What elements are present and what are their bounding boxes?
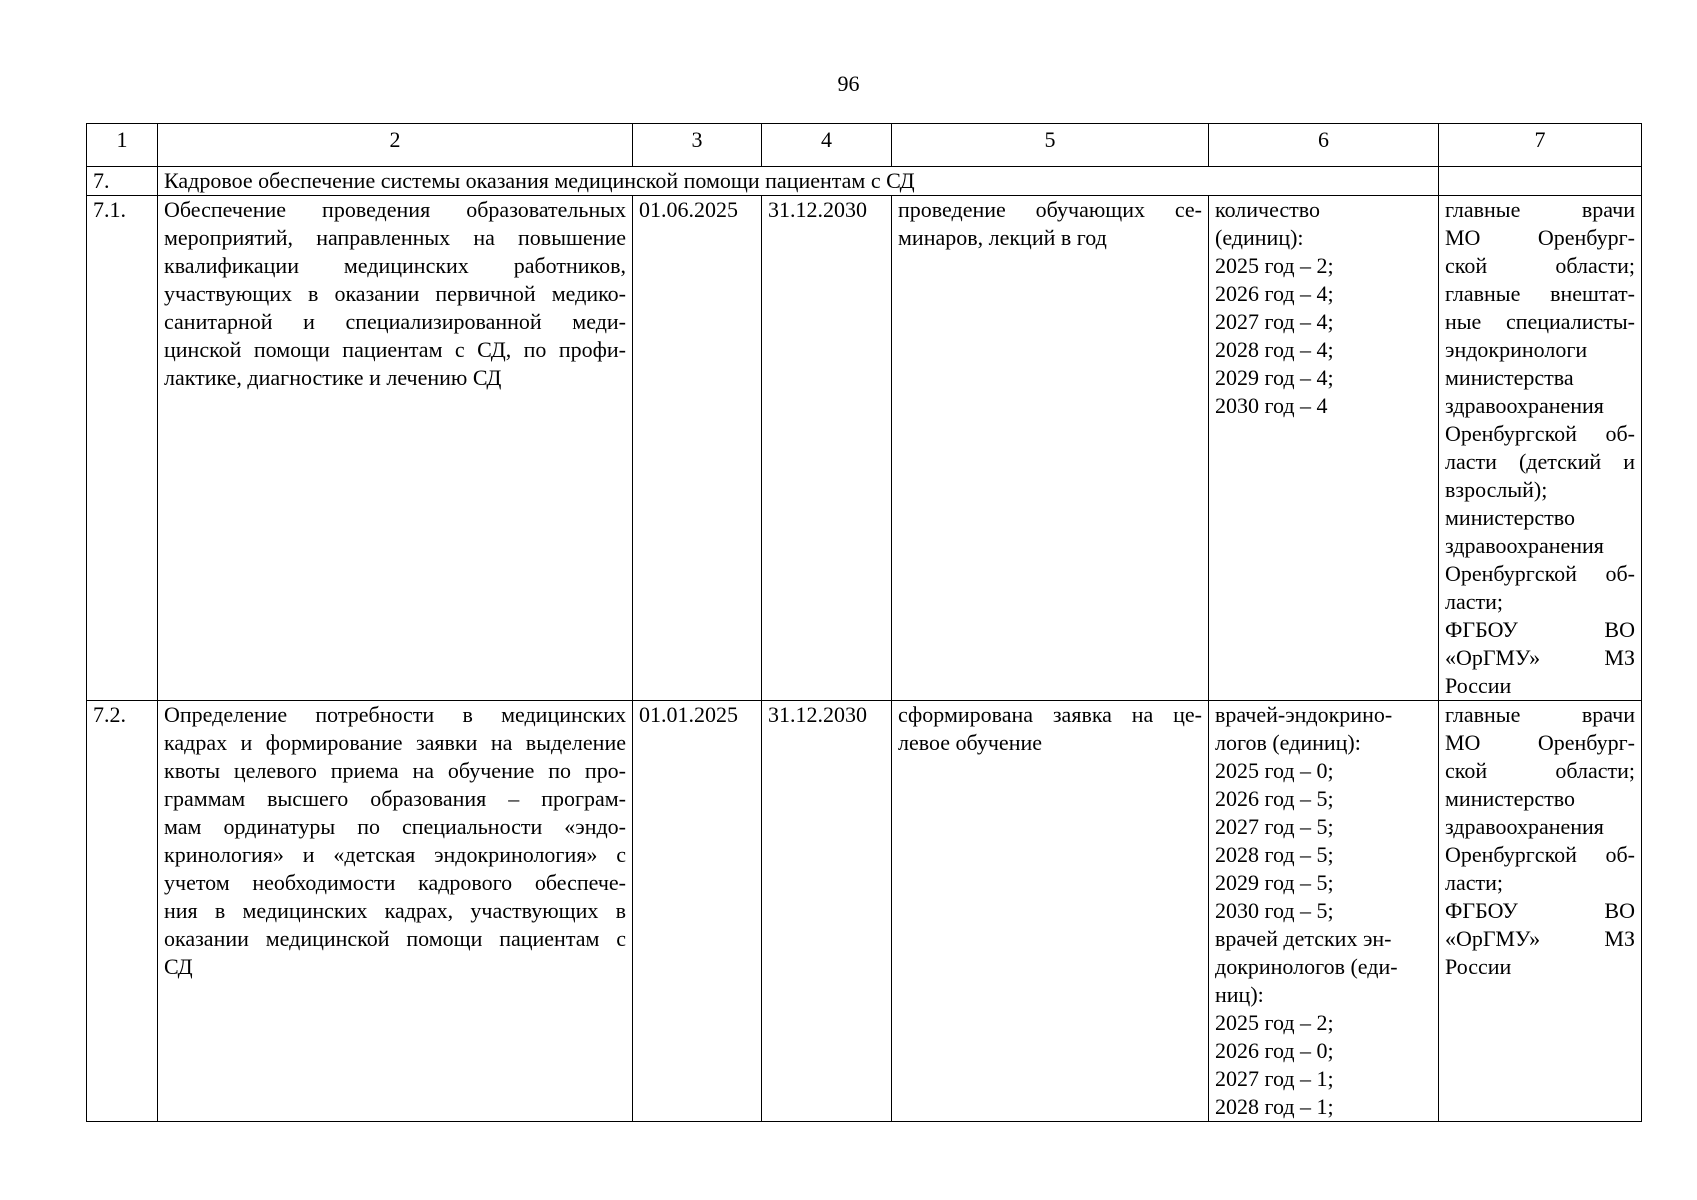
page-number: 96 xyxy=(837,71,860,96)
text-line: главные врачи xyxy=(1445,197,1635,222)
text-line: 2027 год – 4; xyxy=(1215,309,1334,334)
column-header-2: 2 xyxy=(158,124,633,167)
column-number-row xyxy=(87,124,1642,167)
section-empty-cell xyxy=(1439,167,1642,196)
text-line: МО Оренбург- xyxy=(1445,225,1635,250)
text-line: Обеспечение проведения образовательных xyxy=(164,197,626,222)
text-line: Определение потребности в медицинских xyxy=(164,702,626,727)
text-line: ской области; xyxy=(1445,758,1635,783)
text-line: учетом необходимости кадрового обеспече- xyxy=(164,870,626,895)
text-line: ласти; xyxy=(1445,870,1504,895)
text-line: взрослый); xyxy=(1445,477,1548,502)
text-line: цинской помощи пациентам с СД, по профи- xyxy=(164,337,626,362)
row-start-date: 01.01.2025 xyxy=(633,701,762,1122)
section-number: 7. xyxy=(87,167,158,196)
text-line: МО Оренбург- xyxy=(1445,730,1635,755)
text-line: России xyxy=(1445,954,1512,979)
text-line: квалификации медицинских работников, xyxy=(164,253,626,278)
text-line: 2025 год – 2; xyxy=(1215,1010,1334,1035)
text-line: квоты целевого приема на обучение по про- xyxy=(164,758,626,783)
row-responsible xyxy=(1439,701,1642,1122)
text-line: логов (единиц): xyxy=(1215,730,1361,755)
text-line: количество xyxy=(1215,197,1321,222)
text-line: Оренбургской об- xyxy=(1445,561,1635,586)
text-line: здравоохранения xyxy=(1445,393,1604,418)
table-row xyxy=(87,196,1642,701)
row-result xyxy=(892,701,1209,1122)
table-row xyxy=(87,701,1642,1122)
text-line: 2029 год – 4; xyxy=(1215,365,1334,390)
text-line: ниц): xyxy=(1215,982,1264,1007)
text-line: России xyxy=(1445,673,1512,698)
text-line: кринология» и «детская эндокринология» с xyxy=(164,842,626,867)
text-line: Оренбургской об- xyxy=(1445,421,1635,446)
text-line: проведение обучающих се- xyxy=(898,197,1202,222)
text-line: 2027 год – 1; xyxy=(1215,1066,1334,1091)
column-header-4: 4 xyxy=(762,124,892,167)
text-line: врачей-эндокрино- xyxy=(1215,702,1393,727)
text-line: 2028 год – 1; xyxy=(1215,1094,1334,1119)
text-line: 2028 год – 5; xyxy=(1215,842,1334,867)
text-line: СД xyxy=(164,954,193,979)
text-line: здравоохранения xyxy=(1445,814,1604,839)
row-description xyxy=(158,196,633,701)
row-number: 7.1. xyxy=(87,196,158,701)
text-line: 2027 год – 5; xyxy=(1215,814,1334,839)
text-line: ласти; xyxy=(1445,589,1504,614)
row-indicator xyxy=(1209,196,1439,701)
text-line: сформирована заявка на це- xyxy=(898,702,1202,727)
text-line: министерства xyxy=(1445,365,1574,390)
text-line: санитарной и специализированной меди- xyxy=(164,309,626,334)
column-header-3: 3 xyxy=(633,124,762,167)
text-line: министерство xyxy=(1445,786,1576,811)
text-line: 2026 год – 0; xyxy=(1215,1038,1334,1063)
text-line: ния в медицинских кадрах, участвующих в xyxy=(164,898,626,923)
text-line: граммам высшего образования – програм- xyxy=(164,786,626,811)
section-title: Кадровое обеспечение системы оказания медицинской помощи пациентам с СД xyxy=(158,167,1439,196)
section-row xyxy=(87,167,1642,196)
text-line: докринологов (еди- xyxy=(1215,954,1398,979)
text-line: мероприятий, направленных на повышение xyxy=(164,225,626,250)
column-header-6: 6 xyxy=(1209,124,1439,167)
text-line: левое обучение xyxy=(898,730,1043,755)
text-line: мам ординатуры по специальности «эндо- xyxy=(164,814,626,839)
text-line: ные специалисты- xyxy=(1445,309,1635,334)
row-indicator xyxy=(1209,701,1439,1122)
text-line: Оренбургской об- xyxy=(1445,842,1635,867)
text-line: 2030 год – 5; xyxy=(1215,898,1334,923)
text-line: главные врачи xyxy=(1445,702,1635,727)
row-end-date: 31.12.2030 xyxy=(762,196,892,701)
text-line: главные внештат- xyxy=(1445,281,1635,306)
measures-table xyxy=(86,123,1642,1122)
text-line: ской области; xyxy=(1445,253,1635,278)
text-line: 2026 год – 4; xyxy=(1215,281,1334,306)
text-line: ФГБОУ ВО xyxy=(1445,617,1635,642)
text-line: участвующих в оказании первичной медико- xyxy=(164,281,626,306)
row-number: 7.2. xyxy=(87,701,158,1122)
text-line: 2026 год – 5; xyxy=(1215,786,1334,811)
text-line: 2028 год – 4; xyxy=(1215,337,1334,362)
text-line: 2029 год – 5; xyxy=(1215,870,1334,895)
text-line: врачей детских эн- xyxy=(1215,926,1392,951)
text-line: ласти (детский и xyxy=(1445,449,1635,474)
text-line: эндокринологи xyxy=(1445,337,1588,362)
column-header-7: 7 xyxy=(1439,124,1642,167)
text-line: 2025 год – 2; xyxy=(1215,253,1334,278)
text-line: «ОрГМУ» МЗ xyxy=(1445,645,1635,670)
text-line: здравоохранения xyxy=(1445,533,1604,558)
text-line: 2030 год – 4 xyxy=(1215,393,1328,418)
column-header-5: 5 xyxy=(892,124,1209,167)
text-line: ФГБОУ ВО xyxy=(1445,898,1635,923)
text-line: минаров, лекций в год xyxy=(898,225,1107,250)
column-header-1: 1 xyxy=(87,124,158,167)
text-line: министерство xyxy=(1445,505,1576,530)
row-result xyxy=(892,196,1209,701)
text-line: лактике, диагностике и лечению СД xyxy=(164,365,502,390)
row-end-date: 31.12.2030 xyxy=(762,701,892,1122)
text-line: (единиц): xyxy=(1215,225,1304,250)
text-line: кадрах и формирование заявки на выделение xyxy=(164,730,626,755)
text-line: 2025 год – 0; xyxy=(1215,758,1334,783)
text-line: оказании медицинской помощи пациентам с xyxy=(164,926,626,951)
row-responsible xyxy=(1439,196,1642,701)
text-line: «ОрГМУ» МЗ xyxy=(1445,926,1635,951)
row-start-date: 01.06.2025 xyxy=(633,196,762,701)
row-description xyxy=(158,701,633,1122)
